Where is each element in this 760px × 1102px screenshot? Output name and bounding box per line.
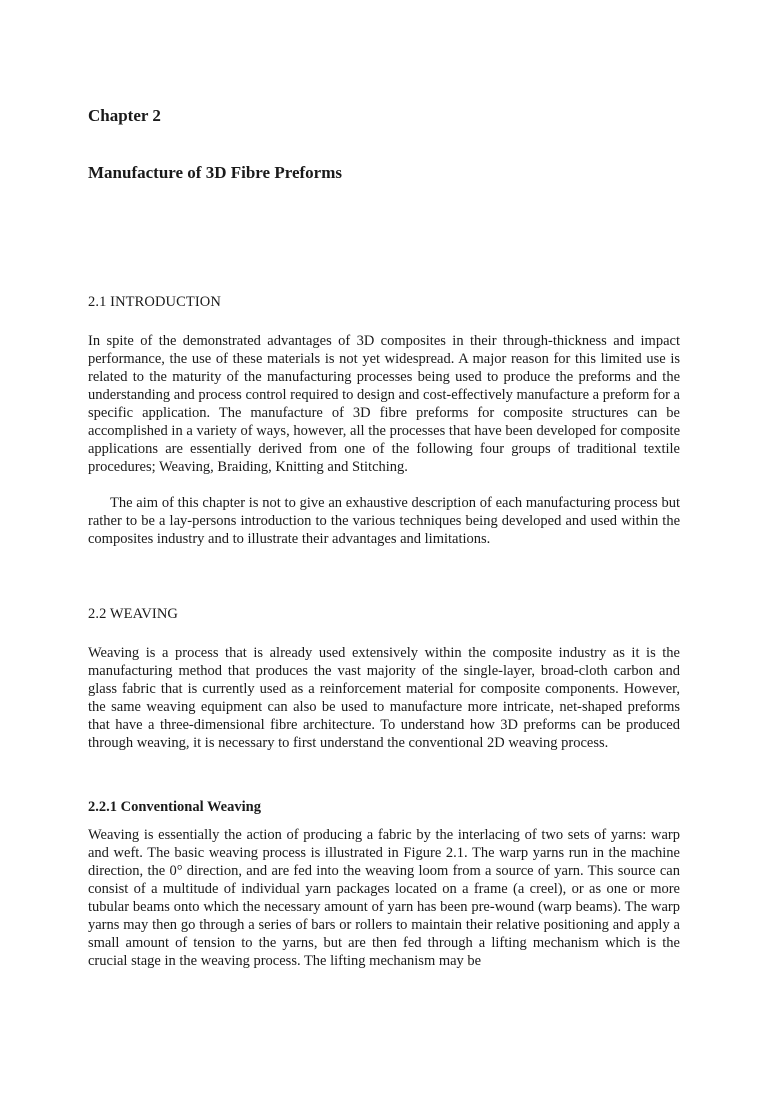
chapter-title: Manufacture of 3D Fibre Preforms [88, 163, 342, 182]
subsection-heading-conventional-weaving: 2.2.1 Conventional Weaving [88, 799, 261, 815]
weaving-paragraph: Weaving is a process that is already used extensively within the composite industry as it is the manufacturing method that produces the vast majority of the single-layer, broad-cloth carbon and glass fabric that is currently used as a reinforcement material for composite components. However, the same weaving equipment can also be used to manufacture more intricate, net-shaped preforms that have a three-dimensional fibre architecture. To understand how 3D preforms can be produced through weaving, it is necessary to first understand the conventional 2D weaving process. [88, 645, 680, 751]
chapter-label: Chapter 2 [88, 106, 161, 125]
intro-paragraph-2: The aim of this chapter is not to give an exhaustive description of each manufacturing process but rather to be a lay-persons introduction to the various techniques being developed and used within the composites industry and to illustrate their advantages and limitations. [88, 495, 680, 547]
intro-paragraph-1: In spite of the demonstrated advantages of 3D composites in their through-thickness and impact performance, the use of these materials is not yet widespread. A major reason for this limited use is related to the maturity of the manufacturing processes being used to produce the preforms and the understanding and process control required to design and cost-effectively manufacture a preform for a specific application. The manufacture of 3D fibre preforms for composite structures can be accomplished in a variety of ways, however, all the processes that have been developed for composite applications are essentially derived from one of the following four groups of traditional textile procedures; Weaving, Braiding, Knitting and Stitching. [88, 333, 680, 475]
conventional-weaving-paragraph: Weaving is essentially the action of producing a fabric by the interlacing of two sets of yarns: warp and weft. The basic weaving process is illustrated in Figure 2.1. The warp yarns run in the machine direction, the 0° direction, and are fed into the weaving loom from a source of yarn. This source can consist of a multitude of individual yarn packages located on a frame (a creel), or as one or more tubular beams onto which the necessary amount of yarn has been pre-wound (warp beams). The warp yarns may then go through a series of bars or rollers to maintain their relative positioning and apply a small amount of tension to the yarns, but are then fed through a lifting mechanism which is the crucial stage in the weaving process. The lifting mechanism may be [88, 827, 680, 969]
section-heading-introduction: 2.1 INTRODUCTION [88, 294, 221, 310]
section-heading-weaving: 2.2 WEAVING [88, 606, 178, 622]
